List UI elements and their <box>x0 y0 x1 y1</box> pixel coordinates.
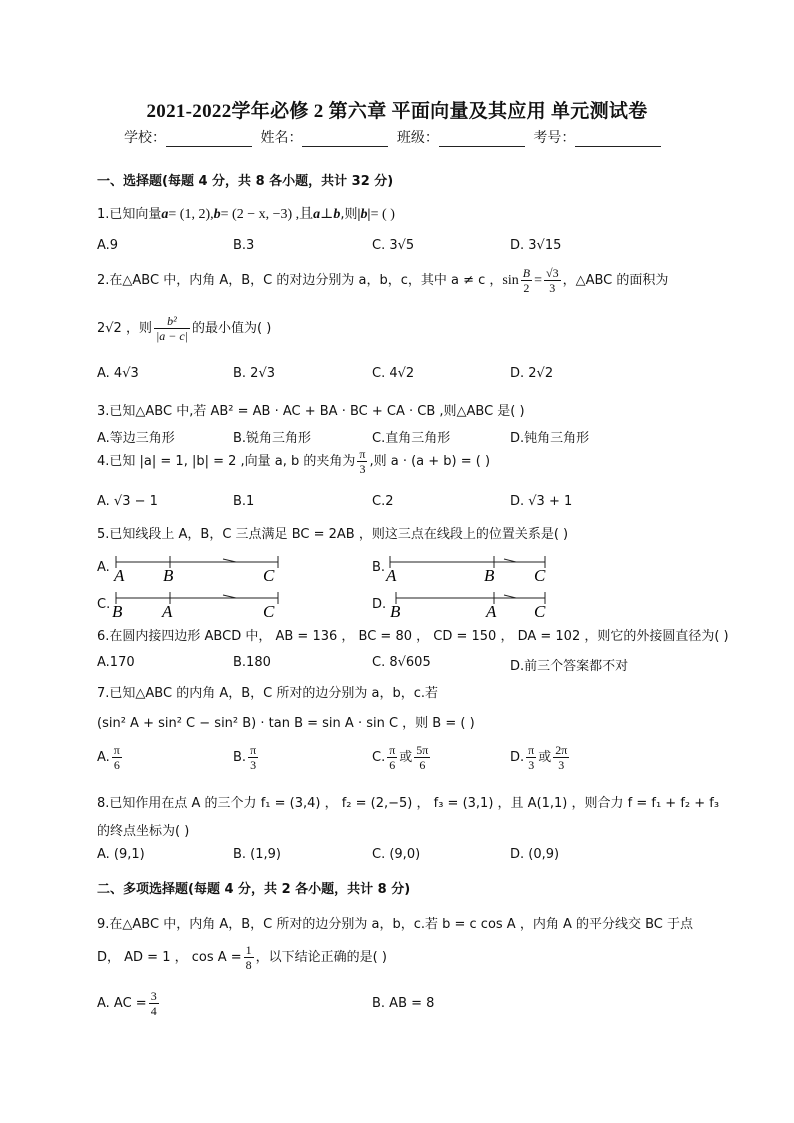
q8-option-c[interactable]: C. (9,0) <box>372 847 421 862</box>
q3-option-b[interactable]: B.锐角三角形 <box>233 431 312 446</box>
q6-option-d[interactable]: D.前三个答案都不对 <box>510 659 629 674</box>
q3-option-c[interactable]: C.直角三角形 <box>372 431 451 446</box>
q2-fraction-root3-over-3: $\frac{√3}{3}$ <box>545 266 559 295</box>
q6-option-b[interactable]: B.180 <box>233 655 271 670</box>
school-blank[interactable] <box>166 132 252 147</box>
q5-option-d-label[interactable]: D. <box>372 597 387 612</box>
q5b-point-c: C <box>534 566 546 584</box>
question-2-stem-line1: 2.在△ABC 中，内角 A，B，C 的对边分别为 a，b，c，其中 a ≠ c ，sin $\frac{B}{2}$ = $\frac{√3}{3}$ ，△ABC 的面积为 <box>97 266 669 295</box>
q2-option-a[interactable]: A. 4√3 <box>97 366 139 381</box>
q9-fraction-1-over-8: $\frac{1}{8}$ <box>245 943 252 972</box>
q6-option-a[interactable]: A.170 <box>97 655 135 670</box>
question-3-stem: 3.已知△ABC 中,若 AB² = AB · AC + BA · BC + CA · CB ,则△ABC 是( ) <box>97 404 525 419</box>
q8-option-a[interactable]: A. (9,1) <box>97 847 145 862</box>
section-2-heading: 二、多项选择题(每题 4 分，共 2 各小题，共计 8 分) <box>97 882 411 897</box>
class-label: 班级： <box>396 130 439 146</box>
question-2-stem-line2: 2√2 ，则 $\frac{\text{b²}}{|a - c|}$ 的最小值为( ) <box>97 314 272 343</box>
question-4-stem: 4.已知 |a| = 1, |b| = 2 ,向量 a, b 的夹角为 $\frac{\pi}{3}$ ,则 a · (a + b) = ( ) <box>97 447 491 476</box>
q8-option-d[interactable]: D. (0,9) <box>510 847 560 862</box>
q7-option-b[interactable]: B. $\frac{\pi}{3}$ <box>233 743 257 772</box>
name-blank[interactable] <box>302 132 388 147</box>
question-5-stem: 5.已知线段上 A，B，C 三点满足 BC = 2AB ，则这三点在线段上的位置关系是( ) <box>97 527 569 542</box>
q5d-point-a: A <box>486 602 497 620</box>
q5b-point-b: B <box>484 566 495 584</box>
question-9-stem-line1: 9.在△ABC 中，内角 A，B，C 所对的边分别为 a，b，c.若 b = c cos A ，内角 A 的平分线交 BC 于点 <box>97 917 694 932</box>
q5a-point-b: B <box>163 566 174 584</box>
school-label: 学校： <box>124 130 166 146</box>
q7-option-d[interactable]: D. $\frac{\pi}{3}$ 或 $\frac{2\pi}{3}$ <box>510 743 568 772</box>
q4-option-d[interactable]: D. √3 + 1 <box>510 494 573 509</box>
q5-option-b-label[interactable]: B. <box>372 560 386 575</box>
q4-option-c[interactable]: C.2 <box>372 494 394 509</box>
q5a-point-a: A <box>114 566 125 584</box>
q2-option-c[interactable]: C. 4√2 <box>372 366 415 381</box>
q7-option-a[interactable]: A. $\frac{\pi}{6}$ <box>97 743 120 772</box>
q1-option-c[interactable]: C. 3√5 <box>372 238 415 253</box>
q8-option-b[interactable]: B. (1,9) <box>233 847 282 862</box>
q5-option-c-label[interactable]: C. <box>97 597 111 612</box>
q5b-point-a: A <box>386 566 397 584</box>
q1-option-d[interactable]: D. 3√15 <box>510 238 562 253</box>
name-label: 姓名： <box>260 130 303 146</box>
number-blank[interactable] <box>575 132 661 147</box>
q6-option-c[interactable]: C. 8√605 <box>372 655 431 670</box>
q2-fraction-b2-over-abs: $\frac{\text{b²}}{|a - c|}$ <box>155 314 188 343</box>
q5a-point-c: C <box>263 566 275 584</box>
q1-option-a[interactable]: A.9 <box>97 238 119 253</box>
q5-option-c-segment[interactable] <box>108 588 283 620</box>
question-9-stem-line2: D， AD = 1 ， cos A = $\frac{1}{8}$ ，以下结论正确的是( ) <box>97 943 387 972</box>
q5c-point-b: B <box>112 602 123 620</box>
q5d-point-b: B <box>390 602 401 620</box>
q5c-point-c: C <box>263 602 275 620</box>
question-7-stem-line2: (sin² A + sin² C − sin² B) · tan B = sin A · sin C ，则 B = ( ) <box>97 716 475 731</box>
q4-fraction-pi-over-3: $\frac{\pi}{3}$ <box>359 447 366 476</box>
class-blank[interactable] <box>439 132 525 147</box>
q2-option-d[interactable]: D. 2√2 <box>510 366 554 381</box>
exam-title: 2021-2022学年必修 2 第六章 平面向量及其应用 单元测试卷 <box>146 101 648 122</box>
q2-fraction-b-over-2: $\frac{B}{2}$ <box>522 266 531 295</box>
number-label: 考号： <box>533 130 576 146</box>
q5d-point-c: C <box>534 602 546 620</box>
question-6-stem: 6.在圆内接四边形 ABCD 中， AB = 136 ， BC = 80 ， CD = 150 ， DA = 102 ，则它的外接圆直径为( ) <box>97 629 729 644</box>
q1-option-b[interactable]: B.3 <box>233 238 255 253</box>
q3-option-d[interactable]: D.钝角三角形 <box>510 431 590 446</box>
student-info-row <box>124 127 665 147</box>
q9-option-b[interactable]: B. AB = 8 <box>372 996 435 1011</box>
q5-option-b-segment[interactable] <box>382 552 557 584</box>
q5-option-a-label[interactable]: A. <box>97 560 110 575</box>
q2-option-b[interactable]: B. 2√3 <box>233 366 276 381</box>
question-8-stem-line2: 的终点坐标为( ) <box>97 824 190 839</box>
question-7-stem-line1: 7.已知△ABC 的内角 A，B，C 所对的边分别为 a，b，c.若 <box>97 686 438 701</box>
section-1-heading: 一、选择题(每题 4 分，共 8 各小题，共计 32 分) <box>97 174 394 189</box>
q5-option-a-segment[interactable] <box>108 552 283 584</box>
q9-option-a[interactable]: A. AC = $\frac{3}{4}$ <box>97 989 157 1018</box>
q5c-point-a: A <box>162 602 173 620</box>
q4-option-b[interactable]: B.1 <box>233 494 255 509</box>
question-8-stem-line1: 8.已知作用在点 A 的三个力 f₁ = (3,4) ， f₂ = (2,−5) ， f₃ = (3,1) ，且 A(1,1) ，则合力 f = f₁ + f₂ + f₃ <box>97 796 720 811</box>
q4-option-a[interactable]: A. √3 − 1 <box>97 494 158 509</box>
q7-option-c[interactable]: C. $\frac{\pi}{6}$ 或 $\frac{5\pi}{6}$ <box>372 743 429 772</box>
question-1-stem: 1.已知向量a= (1, 2),b= (2 − x, −3) ,且a⊥b,则|b|= ( ) <box>97 207 395 222</box>
q5-option-d-segment[interactable] <box>382 588 557 620</box>
q3-option-a[interactable]: A.等边三角形 <box>97 431 175 446</box>
